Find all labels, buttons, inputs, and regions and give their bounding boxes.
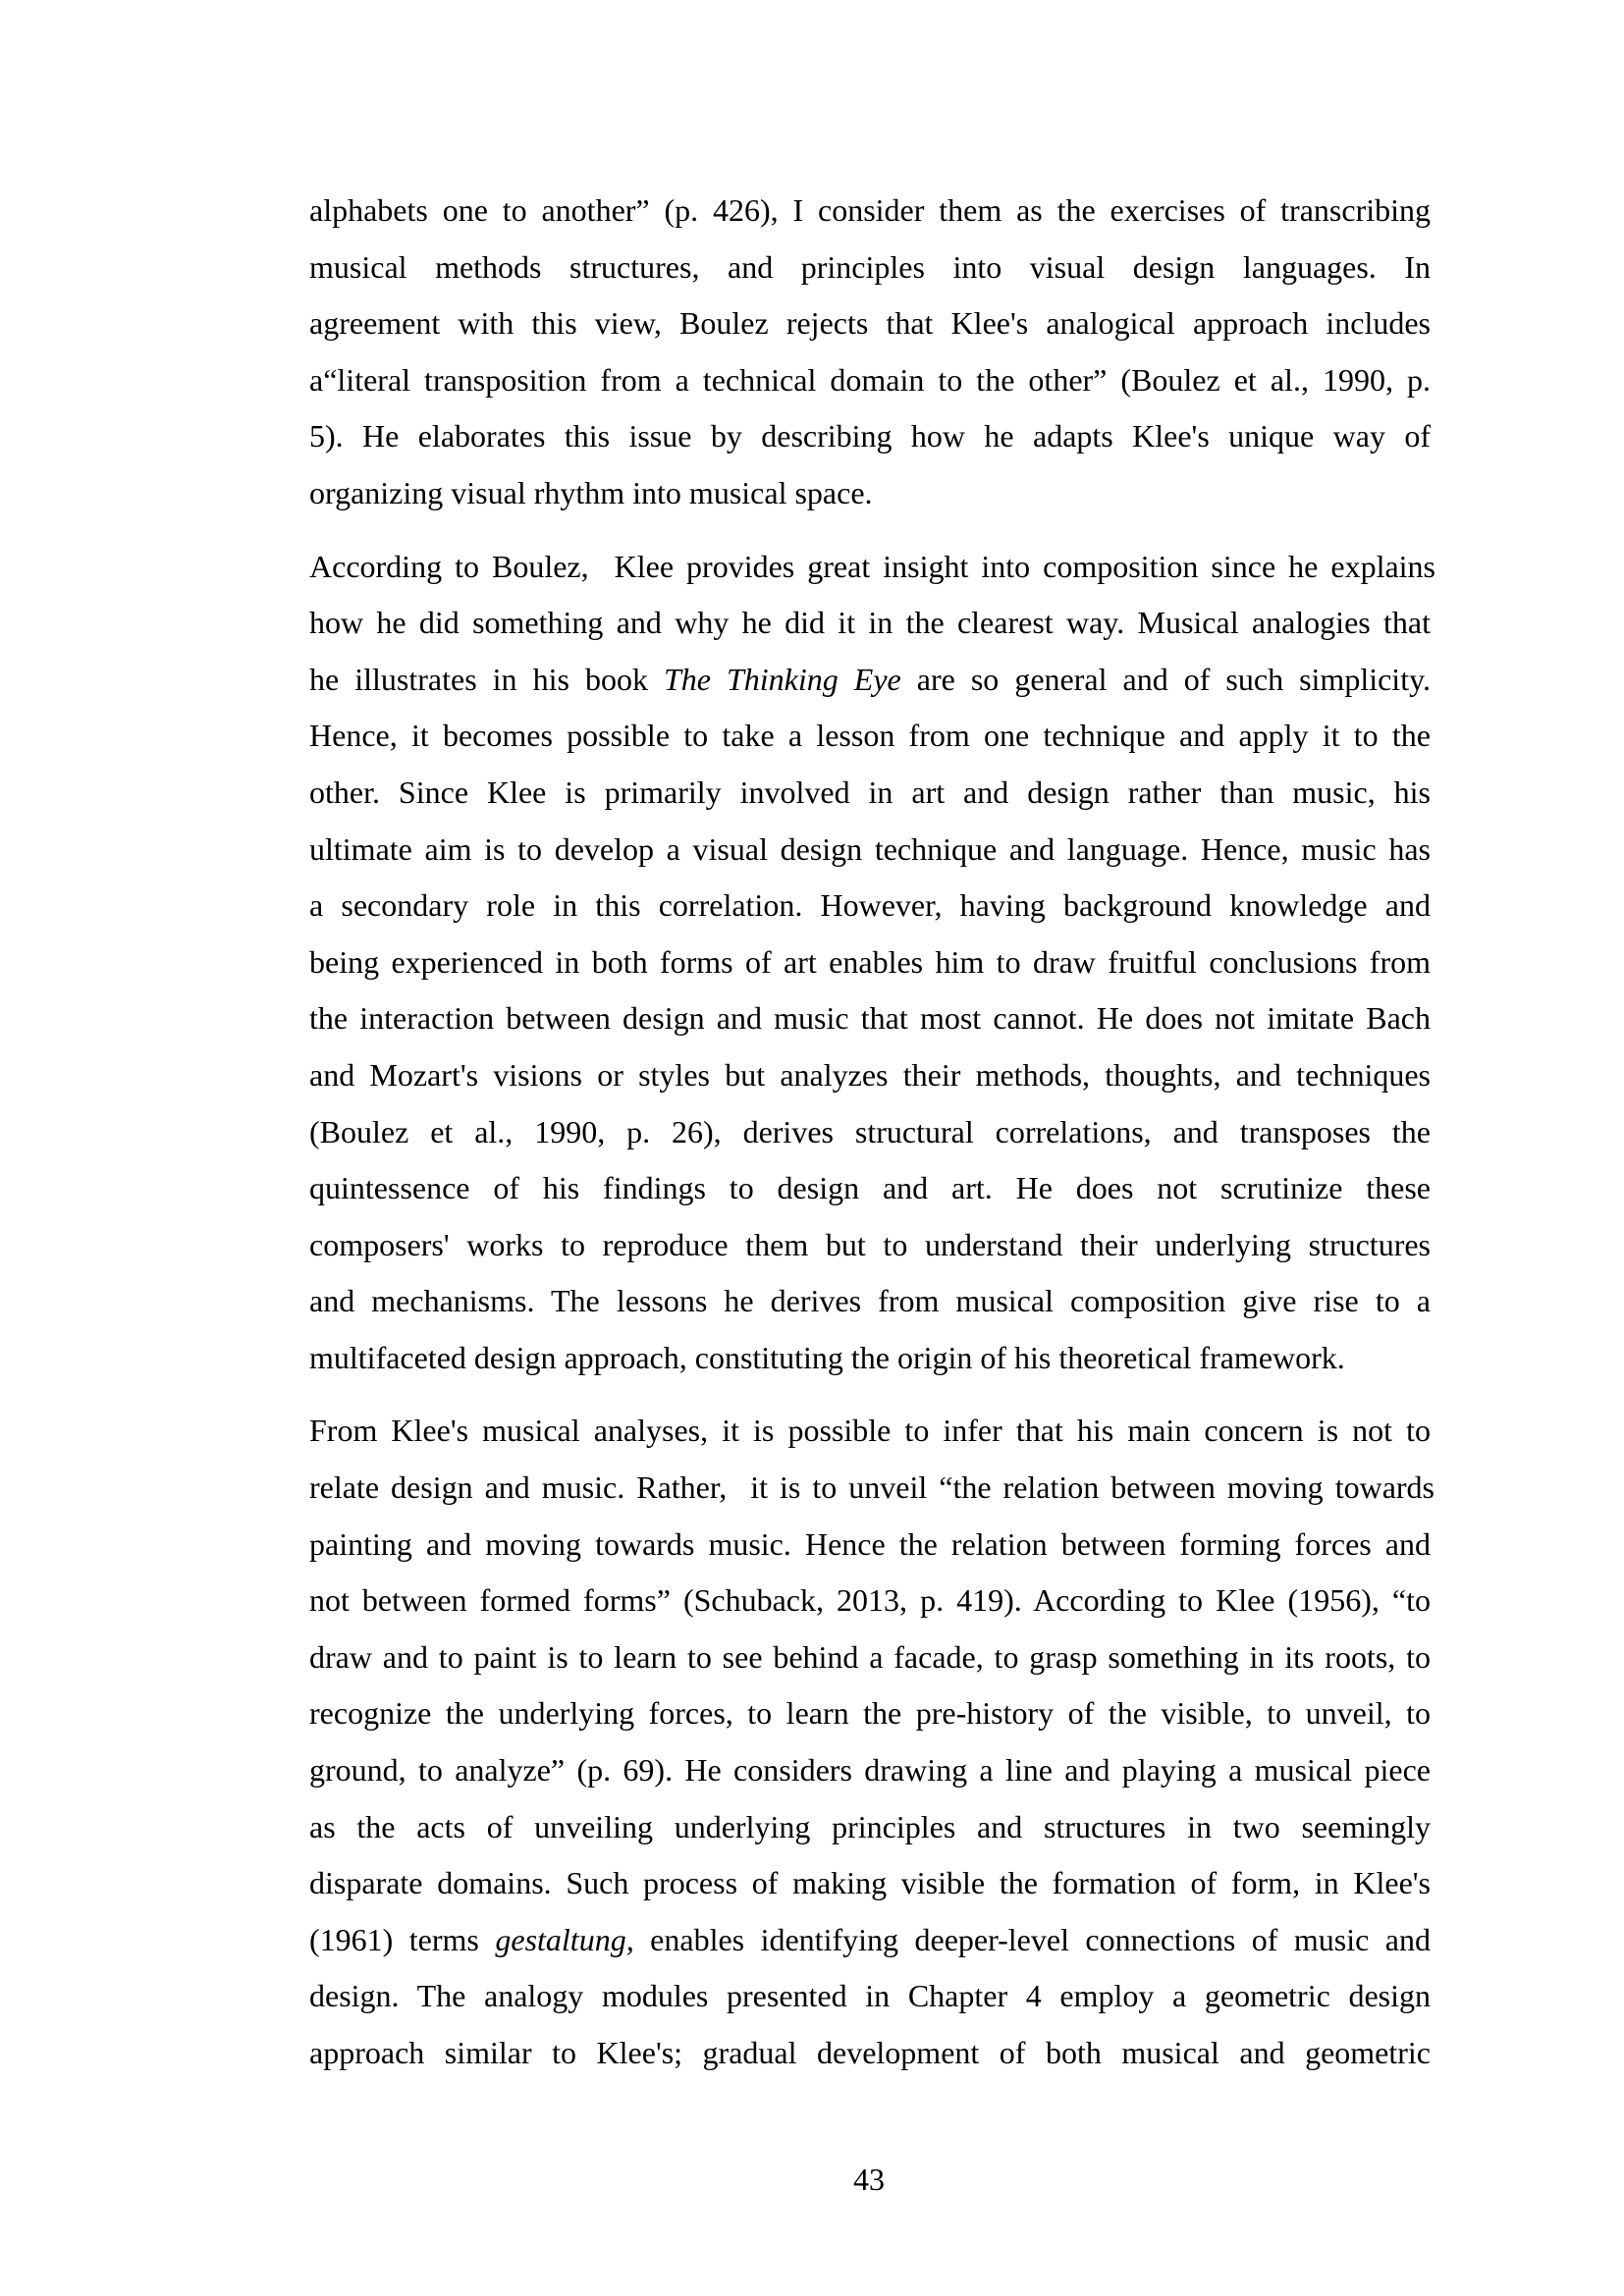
text-line: ground, to analyze” (p. 69). He considers drawing a line and playing a musical piece: [309, 1752, 1431, 1789]
body-text: [309, 190, 1436, 2107]
text-line: From Klee's musical analyses, it is possible to infer that his main concern is not to: [309, 1413, 1431, 1449]
text-line: [309, 660, 1431, 717]
text-line: disparate domains. Such process of making visible the formation of form, in Klee's: [309, 1865, 1431, 1901]
text-run: are so general and of such simplicity.: [900, 661, 1432, 697]
text-line: and mechanisms. The lessons he derives from musical composition give rise to a: [309, 1283, 1431, 1319]
text-line: relate design and music. Rather, it is to unveil “the relation between moving towards: [309, 1469, 1435, 1506]
text-line: not between formed forms” (Schuback, 2013, p. 419). According to Klee (1956), “to: [309, 1582, 1431, 1619]
text-line: a secondary role in this correlation. However, having background knowledge and: [309, 887, 1431, 924]
text-line: and Mozart's visions or styles but analyzes their methods, thoughts, and techniques: [309, 1056, 1431, 1093]
page-number: 43: [853, 2162, 885, 2197]
paragraph-3: [309, 1411, 1435, 2089]
text-line: other. Since Klee is primarily involved in art and design rather than music, his: [309, 774, 1431, 810]
paragraph-2: [309, 547, 1436, 1395]
term-italic: gestaltung,: [495, 1921, 634, 1957]
text-line: the interaction between design and music that most cannot. He does not imitate Bach: [309, 1000, 1431, 1037]
text-line: design. The analogy modules presented in Chapter 4 employ a geometric design: [309, 1978, 1431, 2014]
text-line: a“literal transposition from a technical domain to the other” (Boulez et al., 1990, p.: [309, 361, 1431, 398]
text-line: how he did something and why he did it in the clearest way. Musical analogies that: [309, 605, 1431, 641]
text-line: quintessence of his findings to design and art. He does not scrutinize these: [309, 1170, 1431, 1206]
text-line: draw and to paint is to learn to see behind a facade, to grasp something in its roots, to: [309, 1638, 1431, 1675]
text-line: agreement with this view, Boulez rejects that Klee's analogical approach includes: [309, 305, 1431, 342]
text-line: (Boulez et al., 1990, p. 26), derives structural correlations, and transposes the: [309, 1113, 1431, 1149]
text-line: as the acts of unveiling underlying principles and structures in two seemingly: [309, 1808, 1431, 1844]
text-line: According to Boulez, Klee provides great insight into composition since he explains: [309, 548, 1436, 584]
text-line: Hence, it becomes possible to take a lesson from one technique and apply it to the: [309, 718, 1431, 754]
text-line: being experienced in both forms of art enables him to draw fruitful conclusions from: [309, 943, 1431, 980]
text-line: ultimate aim is to develop a visual design technique and language. Hence, music has: [309, 830, 1431, 867]
text-line: alphabets one to another” (p. 426), I consider them as the exercises of transcribing: [309, 192, 1431, 228]
text-line: musical methods structures, and principles into visual design languages. In: [309, 248, 1431, 285]
text-line: recognize the underlying forces, to learn the pre-history of the visible, to unveil, to: [309, 1695, 1431, 1732]
book-title-italic: The Thinking Eye: [663, 661, 901, 697]
text-run: (1961) terms: [309, 1921, 496, 1957]
text-line: organizing visual rhythm into musical space.: [309, 474, 873, 510]
text-line: approach similar to Klee's; gradual development of both musical and geometric: [309, 2035, 1431, 2070]
text-line: composers' works to reproduce them but to understand their underlying structures: [309, 1226, 1431, 1262]
text-line: painting and moving towards music. Hence the relation between forming forces and: [309, 1525, 1431, 1562]
text-run: he illustrates in his book: [309, 661, 664, 697]
text-line: 5). He elaborates this issue by describing how he adapts Klee's unique way of: [309, 418, 1431, 454]
text-run: enables identifying deeper-level connections of music and: [633, 1921, 1432, 1957]
text-line: [309, 1920, 1431, 1977]
text-line: multifaceted design approach, constituting the origin of his theoretical framework.: [309, 1339, 1345, 1375]
paragraph-1: [309, 190, 1431, 530]
